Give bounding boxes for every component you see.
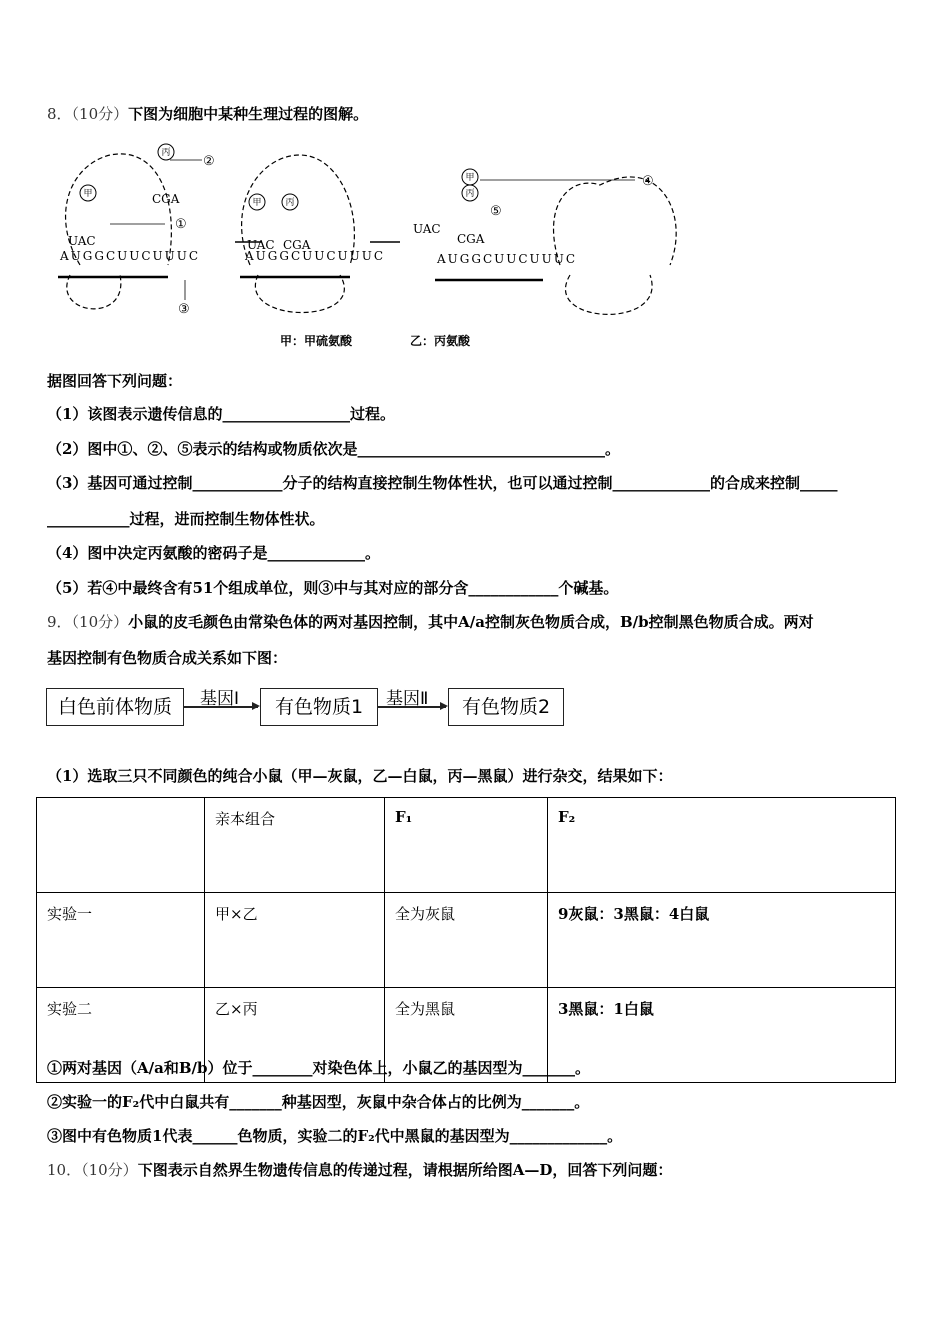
anticodon: UAC <box>413 222 441 236</box>
q-number: 9． <box>47 613 72 631</box>
q8-lead: 据图回答下列问题： <box>47 372 183 390</box>
q-text: 小鼠的皮毛颜色由常染色体的两对基因控制，其中A/a控制灰色物质合成，B/b控制黑色物质合成。两对 <box>128 613 814 631</box>
q8-item-3-cont: ___________过程，进而控制生物体性状。 <box>47 510 325 528</box>
gene-1-label: 基因Ⅰ <box>200 689 240 709</box>
q8-item-2: （2）图中①、②、⑤表示的结构或物质依次是_________________________________。 <box>47 440 620 458</box>
q8-stem <box>47 103 368 124</box>
q10-stem <box>47 1159 672 1180</box>
label-4: ④ <box>642 174 654 189</box>
q-score: （10分） <box>71 613 129 631</box>
table-header <box>37 798 205 893</box>
q-score: （10分） <box>81 1161 138 1179</box>
q-text: 下图表示自然界生物遗传信息的传递过程，请根据所给图A—D，回答下列问题： <box>137 1161 673 1179</box>
anticodon: UAC <box>68 234 96 248</box>
table-cell: 实验一 <box>37 893 205 988</box>
table-cell: 甲×乙 <box>205 893 385 988</box>
anticodon: CGA <box>152 192 180 206</box>
legend-yi: 乙：丙氨酸 <box>410 334 471 348</box>
q8-item-4: （4）图中决定丙氨酸的密码子是_____________。 <box>47 544 380 562</box>
arrow-icon <box>184 689 258 709</box>
label-1: ① <box>175 217 187 232</box>
anticodon: CGA <box>457 232 485 246</box>
q-number: 8． <box>47 105 72 123</box>
anticodon: CGA <box>283 238 311 252</box>
q8-item-3: （3）基因可通过控制____________分子的结构直接控制生物体性状，也可以通过控制_____________的合成来控制_____ <box>47 474 838 492</box>
aa-label: 甲 <box>83 189 93 199</box>
table-header: 亲本组合 <box>205 798 385 893</box>
table-cell: 实验二 <box>37 988 205 1083</box>
aa-label: 丙 <box>465 189 475 199</box>
table-cell: 全为黑鼠 <box>385 988 548 1083</box>
q8-item-1: （1）该图表示遗传信息的_________________过程。 <box>47 405 395 423</box>
legend-jia: 甲：甲硫氨酸 <box>280 334 353 348</box>
q-text: 下图为细胞中某种生理过程的图解。 <box>128 105 369 123</box>
aa-label: 丙 <box>161 148 171 158</box>
mrna-sequence: AUGGCUUCUUUC <box>437 252 578 266</box>
table-header: F₁ <box>385 798 548 893</box>
q9-stem-cont: 基因控制有色物质合成关系如下图： <box>47 649 288 667</box>
pigment-1-box: 有色物质1 <box>260 688 378 726</box>
arrow-icon <box>378 689 446 709</box>
white-precursor-box: 白色前体物质 <box>46 688 184 726</box>
q9-item-2: ②实验一的F₂代中白鼠共有_______种基因型，灰鼠中杂合体占的比例为_______。 <box>47 1093 590 1111</box>
mrna-sequence: AUGGCUUCUUUC <box>60 249 201 263</box>
table-cell: 乙×丙 <box>205 988 385 1083</box>
table-cell: 3黑鼠：1白鼠 <box>548 988 896 1083</box>
q-score: （10分） <box>71 105 129 123</box>
q9-sub1: （1）选取三只不同颜色的纯合小鼠（甲—灰鼠，乙—白鼠，丙—黑鼠）进行杂交，结果如下： <box>47 767 673 785</box>
aa-label: 甲 <box>465 173 475 183</box>
q8-item-5: （5）若④中最终含有51个组成单位，则③中与其对应的部分含____________个碱基。 <box>47 579 619 597</box>
table-header: F₂ <box>548 798 896 893</box>
mrna-sequence: AUGGCUUCUUUC <box>245 249 386 263</box>
aa-label: 丙 <box>285 198 295 208</box>
gene-2-label: 基因Ⅱ <box>386 689 429 709</box>
label-3: ③ <box>178 302 190 317</box>
translation-diagram <box>40 135 700 350</box>
table-header-row <box>37 798 896 893</box>
table-cell: 9灰鼠：3黑鼠：4白鼠 <box>548 893 896 988</box>
table-row <box>37 893 896 988</box>
pigment-2-box: 有色物质2 <box>448 688 564 726</box>
anticodon: UAC <box>247 238 275 252</box>
q-number: 10． <box>47 1161 82 1179</box>
cross-results-table <box>36 797 896 1083</box>
q9-item-3: ③图中有色物质1代表______色物质，实验二的F₂代中黑鼠的基因型为_____________。 <box>47 1127 623 1145</box>
q9-stem <box>47 611 814 632</box>
aa-label: 甲 <box>252 198 262 208</box>
q9-item-1: ①两对基因（A/a和B/b）位于________对染色体上，小鼠乙的基因型为_______。 <box>47 1059 590 1077</box>
table-cell: 全为灰鼠 <box>385 893 548 988</box>
label-2: ② <box>203 154 215 169</box>
label-5: ⑤ <box>490 204 502 219</box>
